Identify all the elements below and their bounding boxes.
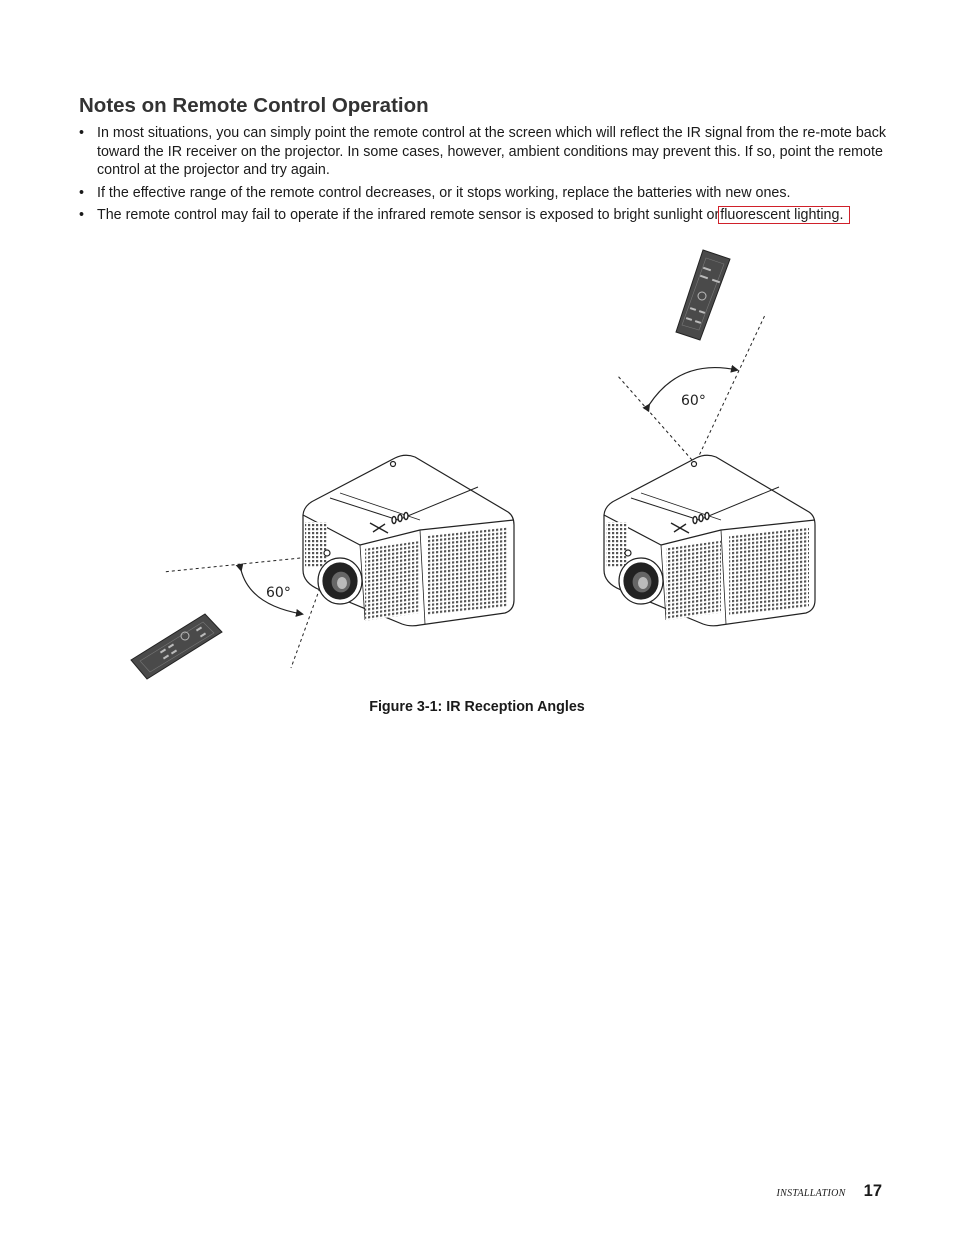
- bullet-marker: •: [79, 207, 85, 223]
- ir-reception-figure: [100, 245, 860, 695]
- section-heading: Notes on Remote Control Operation: [79, 94, 429, 117]
- notes-list: [79, 124, 894, 229]
- ir-boundary-line: [617, 375, 692, 460]
- projector-left: [303, 455, 514, 626]
- figure-caption: Figure 3-1: IR Reception Angles: [369, 699, 585, 715]
- bullet-text: The remote control may fail to operate if the infrared remote sensor is exposed to bright sunlight or: [97, 207, 720, 223]
- list-item: [79, 124, 894, 180]
- list-item: [79, 184, 894, 203]
- projector-right: [604, 455, 815, 626]
- ir-boundary-line: [697, 315, 765, 460]
- remote-control-bottom: [131, 614, 222, 679]
- angle-label: 60°: [681, 393, 706, 409]
- bullet-text: If the effective range of the remote control decreases, or it stops working, replace the batteries with new ones.: [97, 184, 791, 201]
- bullet-marker: •: [79, 184, 85, 201]
- bullet-marker: •: [79, 125, 85, 141]
- page-number: 17: [863, 1182, 882, 1200]
- highlighted-text[interactable]: fluorescent lighting.: [719, 207, 849, 223]
- page-footer: [776, 1182, 882, 1201]
- footer-section-label: INSTALLATION: [776, 1188, 846, 1199]
- bullet-text: In most situations, you can simply point the remote control at the screen which will reflect the IR signal from the re-mote back toward the IR receiver on the projector. In some cases, however, ambient conditions may prevent this. If so, point the remote control at the projector and try again.: [97, 125, 887, 178]
- list-item: [79, 206, 894, 225]
- remote-control-top: [676, 250, 730, 340]
- angle-label: 60°: [266, 585, 291, 601]
